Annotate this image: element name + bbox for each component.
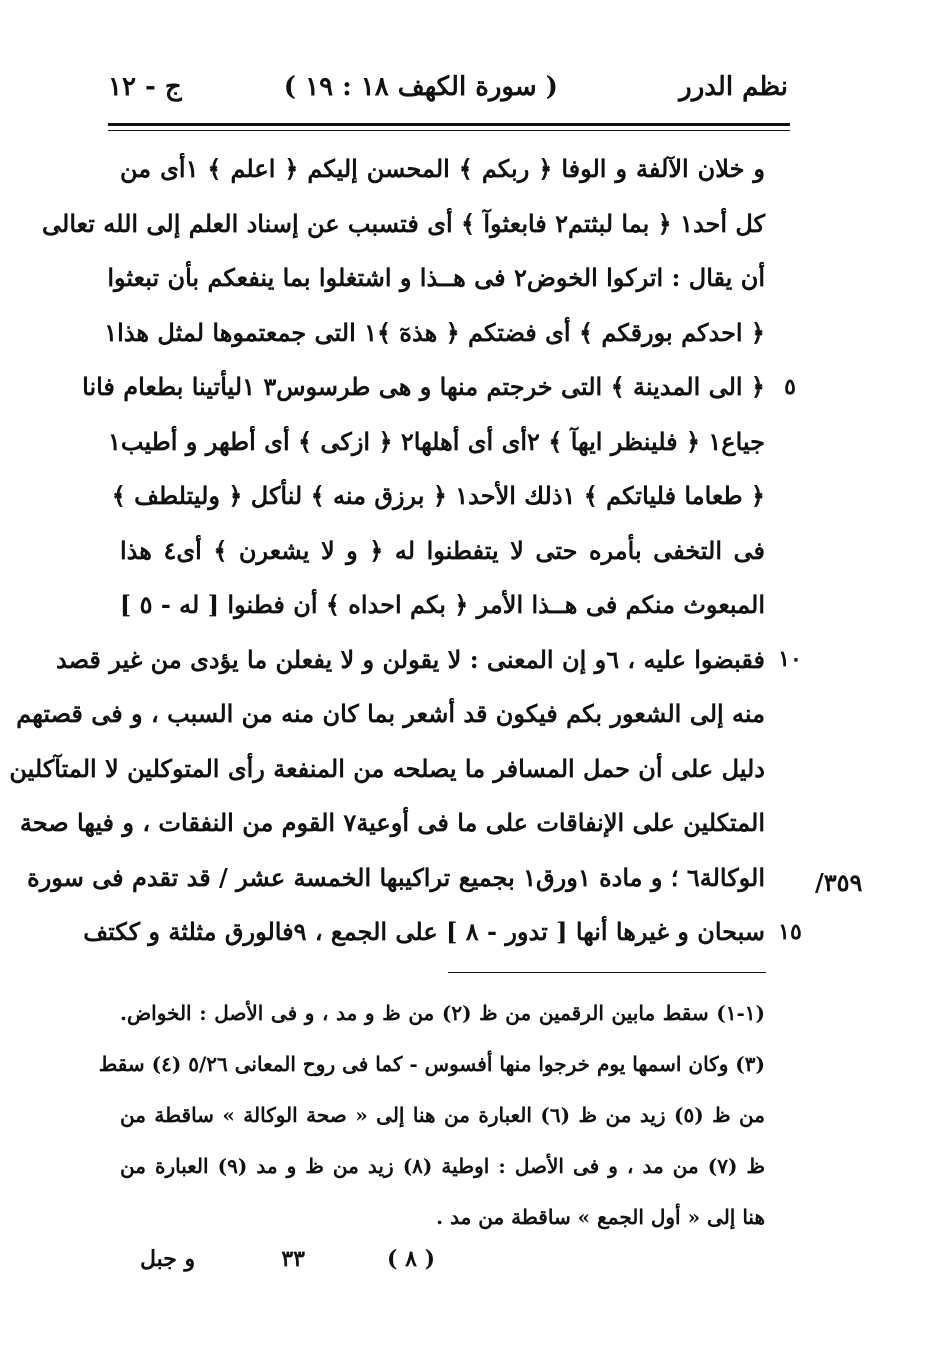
text-line: سبحان و غيرها أنها [ تدور - ٨ ] على الجمع ، ٩فالورق مثلثة و ككتف <box>83 917 765 946</box>
text-line: الوكالة٦ ؛ و مادة ١ورق١ بجميع تراكيبها الخمسة عشر / قد تقدم فى سورة <box>27 862 765 892</box>
line-number-15: ١٥ <box>778 919 802 945</box>
text-line: جياع١ ﴿ فلينظر ايهآ ﴾ ٢أى أى أهلها٢ ﴿ ازكى ﴾ أى أطهر و أطيب١ <box>107 426 765 456</box>
line-number-10: ١٠ <box>778 646 802 672</box>
text-line: منه إلى الشعور بكم فيكون قد أشعر بما كان منه من السبب ، و فى قصتهم <box>16 699 765 728</box>
text-line: فقبضوا عليه ، ٦و إن المعنى : لا يقولن و لا يفعلن ما يؤدى من غير قصد <box>56 644 765 674</box>
margin-folio-reference: ٣٥٩/ <box>815 868 863 897</box>
footnote-line: (١-١) سقط مابين الرقمين من ظ (٢) من ظ و مد ، و فى الأصل : الخواض. <box>120 1001 765 1025</box>
text-line: ﴿ الى المدينة ﴾ التى خرجتم منها و هى طرسوس٣ ١ليأتينا بطعام فانا <box>82 372 765 401</box>
page-number: ٣٣ <box>281 1246 305 1272</box>
text-line: ﴿ طعاما فلياتكم ﴾ ١ذلك الأحد١ ﴿ برزق منه ﴾ لنأكل ﴿ وليتلطف ﴾ <box>111 481 765 510</box>
line-number-5: ٥ <box>784 374 796 400</box>
text-line: فى التخفى بأمره حتى لا يتفطنوا له ﴿ و لا يشعرن ﴾ أى٤ هذا <box>120 535 765 565</box>
footnote-rule <box>448 972 766 973</box>
footnotes <box>98 988 766 1243</box>
text-line: أن يقال : اتركوا الخوض٢ فى هــذا و اشتغلوا بما ينفعكم بأن تبعثوا <box>107 263 765 292</box>
text-line: ﴿ احدكم بورقكم ﴾ أى فضتكم ﴿ هذهٓ ﴾١ التى جمعتموها لمثل هذا١ <box>104 317 765 347</box>
footnote-line: هنا إلى « أول الجمع » ساقطة من مد . <box>436 1205 765 1229</box>
text-line: كل أحد١ ﴿ بما لبثتم٢ فابعثوآ ﴾ أى فتسبب عن إسناد العلم إلى الله تعالى <box>42 208 765 238</box>
text-line: دليل على أن حمل المسافر ما يصلحه من المنفعة رأى المتوكلين لا المتآكلين <box>9 753 765 783</box>
page-footer <box>120 1246 765 1286</box>
book-title: نظم الدرر <box>679 72 788 102</box>
main-text <box>9 142 765 960</box>
volume-number: ج - ١٢ <box>108 72 182 102</box>
signature-mark: ( ٨ ) <box>387 1246 435 1272</box>
footnote-line: من ظ (٥) زيد من ظ (٦) العبارة من هنا إلى « صحة الوكالة » ساقطة من <box>120 1103 765 1127</box>
running-header <box>108 72 788 112</box>
footnote-line: ظ (٧) من مد ، و فى الأصل : اوطية (٨) زيد من ظ و مد (٩) العبارة من <box>120 1154 766 1178</box>
surah-reference: ( سورة الكهف ١٨ : ١٩ ) <box>283 72 558 102</box>
header-rule-thick <box>108 123 790 126</box>
text-line: المبعوث منكم فى هــذا الأمر ﴿ بكم احداه ﴾ أن فطنوا [ له - ٥ ] <box>119 590 765 619</box>
text-line: و خلان الآلفة و الوفا ﴿ ربكم ﴾ المحسن إليكم ﴿ اعلم ﴾ ١أى من <box>120 154 765 183</box>
catchword: و جبل <box>140 1246 196 1272</box>
footnote-line: (٣) وكان اسمها يوم خرجوا منها أفسوس - كما فى روح المعانى ٥/٢٦ (٤) سقط <box>98 1052 765 1076</box>
text-line: المتكلين على الإنفاقات على ما فى أوعية٧ القوم من النفقات ، و فيها صحة <box>19 808 765 837</box>
header-rule-thin <box>108 130 790 131</box>
